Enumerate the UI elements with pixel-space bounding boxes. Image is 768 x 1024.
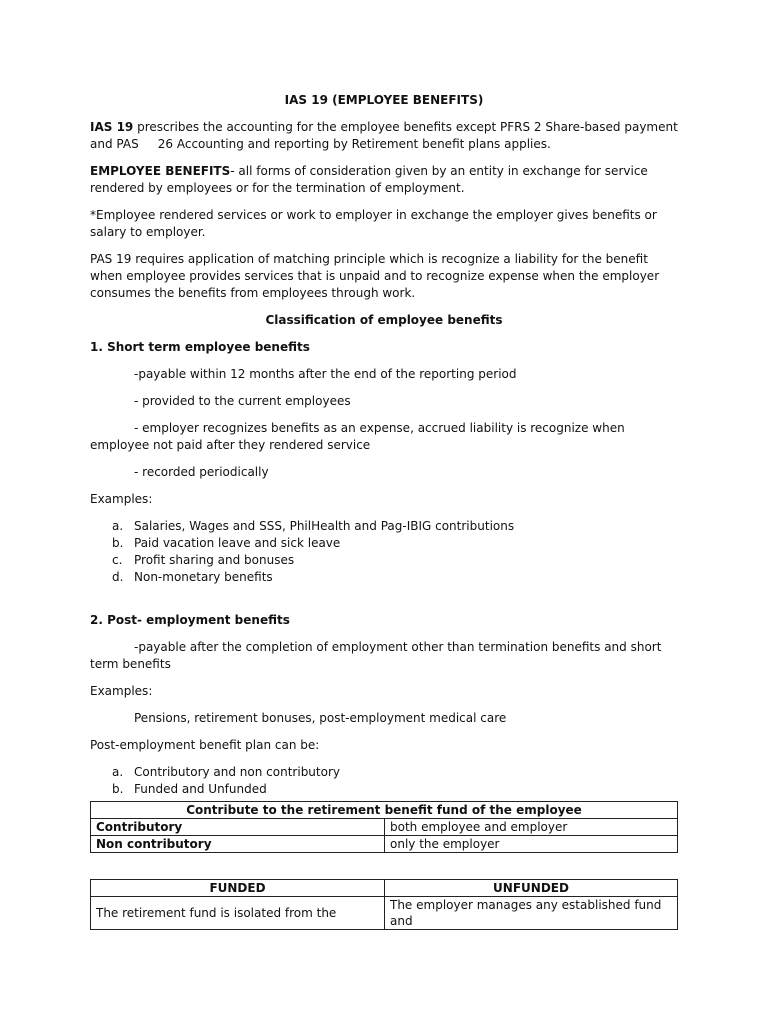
plan-label: Post-employment benefit plan can be:	[90, 738, 320, 752]
contribution-table-header: Contribute to the retirement benefit fund of the employee	[91, 802, 678, 819]
plan-types-list	[90, 764, 678, 798]
table-row	[91, 897, 678, 930]
list-item: b. Funded and Unfunded	[112, 782, 267, 796]
list-item: b. Paid vacation leave and sick leave	[112, 536, 341, 550]
short-term-point: - recorded periodically	[134, 465, 269, 479]
post-employment-examples: Pensions, retirement bonuses, post-employment medical care	[134, 711, 507, 725]
intro-lead: IAS 19	[90, 120, 134, 134]
document-content	[90, 92, 678, 930]
table-cell: both employee and employer	[385, 819, 678, 836]
list-item: d. Non-monetary benefits	[112, 570, 273, 584]
short-term-heading: 1. Short term employee benefits	[90, 340, 310, 354]
table-cell: only the employer	[385, 836, 678, 853]
table-row	[91, 802, 678, 819]
document-title: IAS 19 (EMPLOYEE BENEFITS)	[284, 93, 484, 107]
short-term-examples-list	[90, 518, 678, 586]
list-item: a. Contributory and non contributory	[112, 765, 340, 779]
table-row	[91, 836, 678, 853]
intro-paragraph	[90, 119, 678, 153]
definition-paragraph	[90, 163, 678, 197]
pas19-paragraph: PAS 19 requires application of matching principle which is recognize a liability for the benefit when employee provides services that is unpaid and to recognize expense when the employer consumes the benefits from employees through work.	[90, 252, 660, 300]
table-header-cell: FUNDED	[91, 880, 385, 897]
intro-text: prescribes the accounting for the employee benefits except PFRS 2 Share-based payment and PAS 26 Accounting and reporting by Retirement benefit plans applies.	[90, 120, 678, 151]
short-term-point: -payable within 12 months after the end of the reporting period	[134, 367, 517, 381]
funding-table	[90, 879, 678, 930]
classification-heading: Classification of employee benefits	[265, 313, 503, 327]
list-item: c. Profit sharing and bonuses	[112, 553, 295, 567]
short-term-point: - provided to the current employees	[134, 394, 351, 408]
definition-text: - all forms of consideration given by an entity in exchange for service rendered by employees or for the termination of employment.	[90, 164, 648, 195]
post-employment-point: -payable after the completion of employment other than termination benefits and short term benefits	[90, 640, 662, 671]
post-employment-heading: 2. Post- employment benefits	[90, 613, 290, 627]
table-row	[91, 819, 678, 836]
post-employment-examples-label: Examples:	[90, 684, 153, 698]
table-cell: Non contributory	[91, 836, 385, 853]
short-term-examples-label: Examples:	[90, 492, 153, 506]
table-cell: The retirement fund is isolated from the	[91, 897, 385, 930]
contribution-table	[90, 801, 678, 853]
table-cell: Contributory	[91, 819, 385, 836]
short-term-point: - employer recognizes benefits as an expense, accrued liability is recognize when employee not paid after they rendered service	[90, 421, 625, 452]
list-item: a. Salaries, Wages and SSS, PhilHealth and Pag-IBIG contributions	[112, 519, 515, 533]
table-header-cell: UNFUNDED	[385, 880, 678, 897]
table-row	[91, 880, 678, 897]
definition-lead: EMPLOYEE BENEFITS	[90, 164, 231, 178]
note-paragraph: *Employee rendered services or work to employer in exchange the employer gives benefits or salary to employer.	[90, 208, 657, 239]
table-cell: The employer manages any established fund and	[385, 897, 678, 930]
